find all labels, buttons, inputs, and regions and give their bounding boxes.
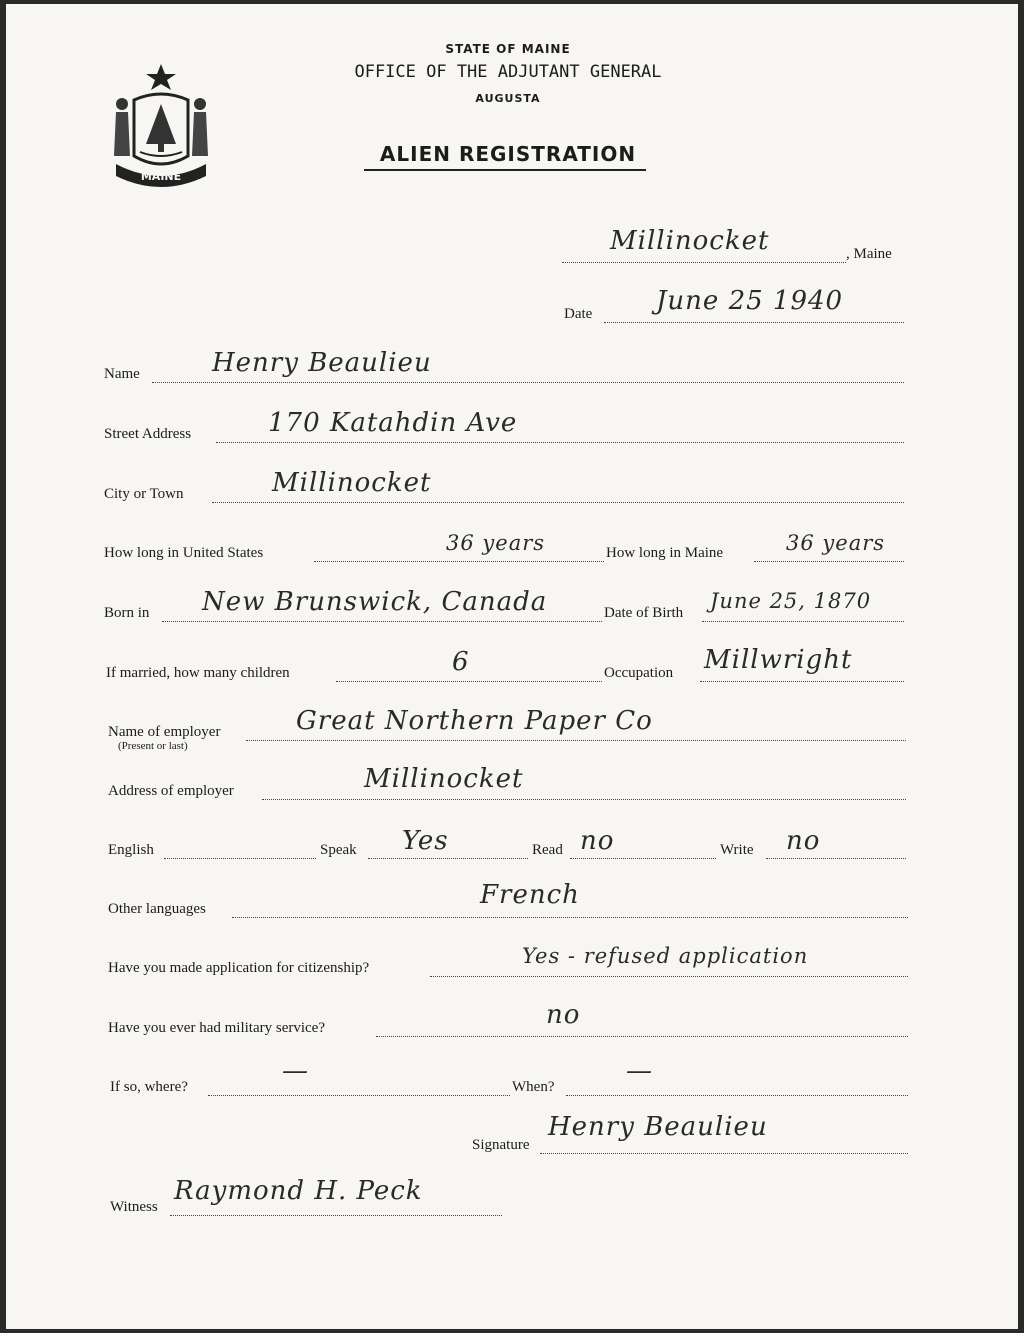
maine-label: , Maine: [846, 246, 892, 262]
when-value: —: [626, 1056, 653, 1086]
street-label: Street Address: [104, 426, 192, 442]
employer-note: (Present or last): [118, 740, 188, 752]
signature-value: Henry Beaulieu: [548, 1112, 768, 1142]
where-value: —: [282, 1056, 309, 1086]
other-languages-label: Other languages: [108, 901, 206, 917]
city-town-value: Millinocket: [272, 468, 432, 498]
speak-label: Speak: [320, 842, 357, 858]
children-value: 6: [452, 647, 470, 677]
read-value: no: [580, 826, 615, 856]
signature-label: Signature: [472, 1137, 530, 1153]
citizenship-value: Yes - refused application: [522, 944, 809, 968]
town-value: Millinocket: [610, 226, 770, 256]
state-seal-icon: [106, 60, 216, 188]
children-label: If married, how many children: [106, 665, 290, 681]
born-in-label: Born in: [104, 605, 150, 621]
read-label: Read: [532, 842, 563, 858]
citizenship-label: Have you made application for citizenship?: [108, 960, 370, 976]
how-long-maine-value: 36 years: [786, 531, 886, 555]
write-label: Write: [720, 842, 754, 858]
employer-label: Name of employer: [108, 724, 221, 740]
born-in-value: New Brunswick, Canada: [202, 587, 548, 617]
date-label: Date: [564, 306, 593, 322]
english-label: English: [108, 842, 154, 858]
office-heading: OFFICE OF THE ADJUTANT GENERAL: [354, 62, 662, 82]
name-label: Name: [104, 366, 140, 382]
when-label: When?: [512, 1079, 555, 1095]
street-value: 170 Katahdin Ave: [268, 408, 518, 438]
employer-value: Great Northern Paper Co: [296, 706, 653, 736]
occupation-value: Millwright: [704, 645, 853, 675]
how-long-maine-label: How long in Maine: [606, 545, 724, 561]
title-underline: [364, 169, 646, 171]
dob-label: Date of Birth: [604, 605, 684, 621]
city-town-label: City or Town: [104, 486, 184, 502]
witness-value: Raymond H. Peck: [174, 1176, 423, 1206]
state-heading: STATE OF MAINE: [445, 42, 571, 56]
svg-text:MAINE: MAINE: [140, 170, 182, 183]
speak-value: Yes: [402, 826, 449, 856]
other-languages-value: French: [480, 880, 580, 910]
military-value: no: [546, 1000, 581, 1030]
registration-form: [6, 4, 1018, 1329]
employer-address-label: Address of employer: [108, 783, 234, 799]
write-value: no: [786, 826, 821, 856]
how-long-us-label: How long in United States: [104, 545, 264, 561]
city-heading: AUGUSTA: [475, 92, 541, 105]
form-title: ALIEN REGISTRATION: [379, 142, 637, 166]
where-label: If so, where?: [110, 1079, 188, 1095]
dob-value: June 25, 1870: [710, 589, 872, 613]
military-label: Have you ever had military service?: [108, 1020, 325, 1036]
witness-label: Witness: [110, 1199, 158, 1215]
date-value: June 25 1940: [656, 286, 844, 316]
employer-address-value: Millinocket: [364, 764, 524, 794]
occupation-label: Occupation: [604, 665, 674, 681]
how-long-us-value: 36 years: [446, 531, 546, 555]
name-value: Henry Beaulieu: [212, 348, 432, 378]
